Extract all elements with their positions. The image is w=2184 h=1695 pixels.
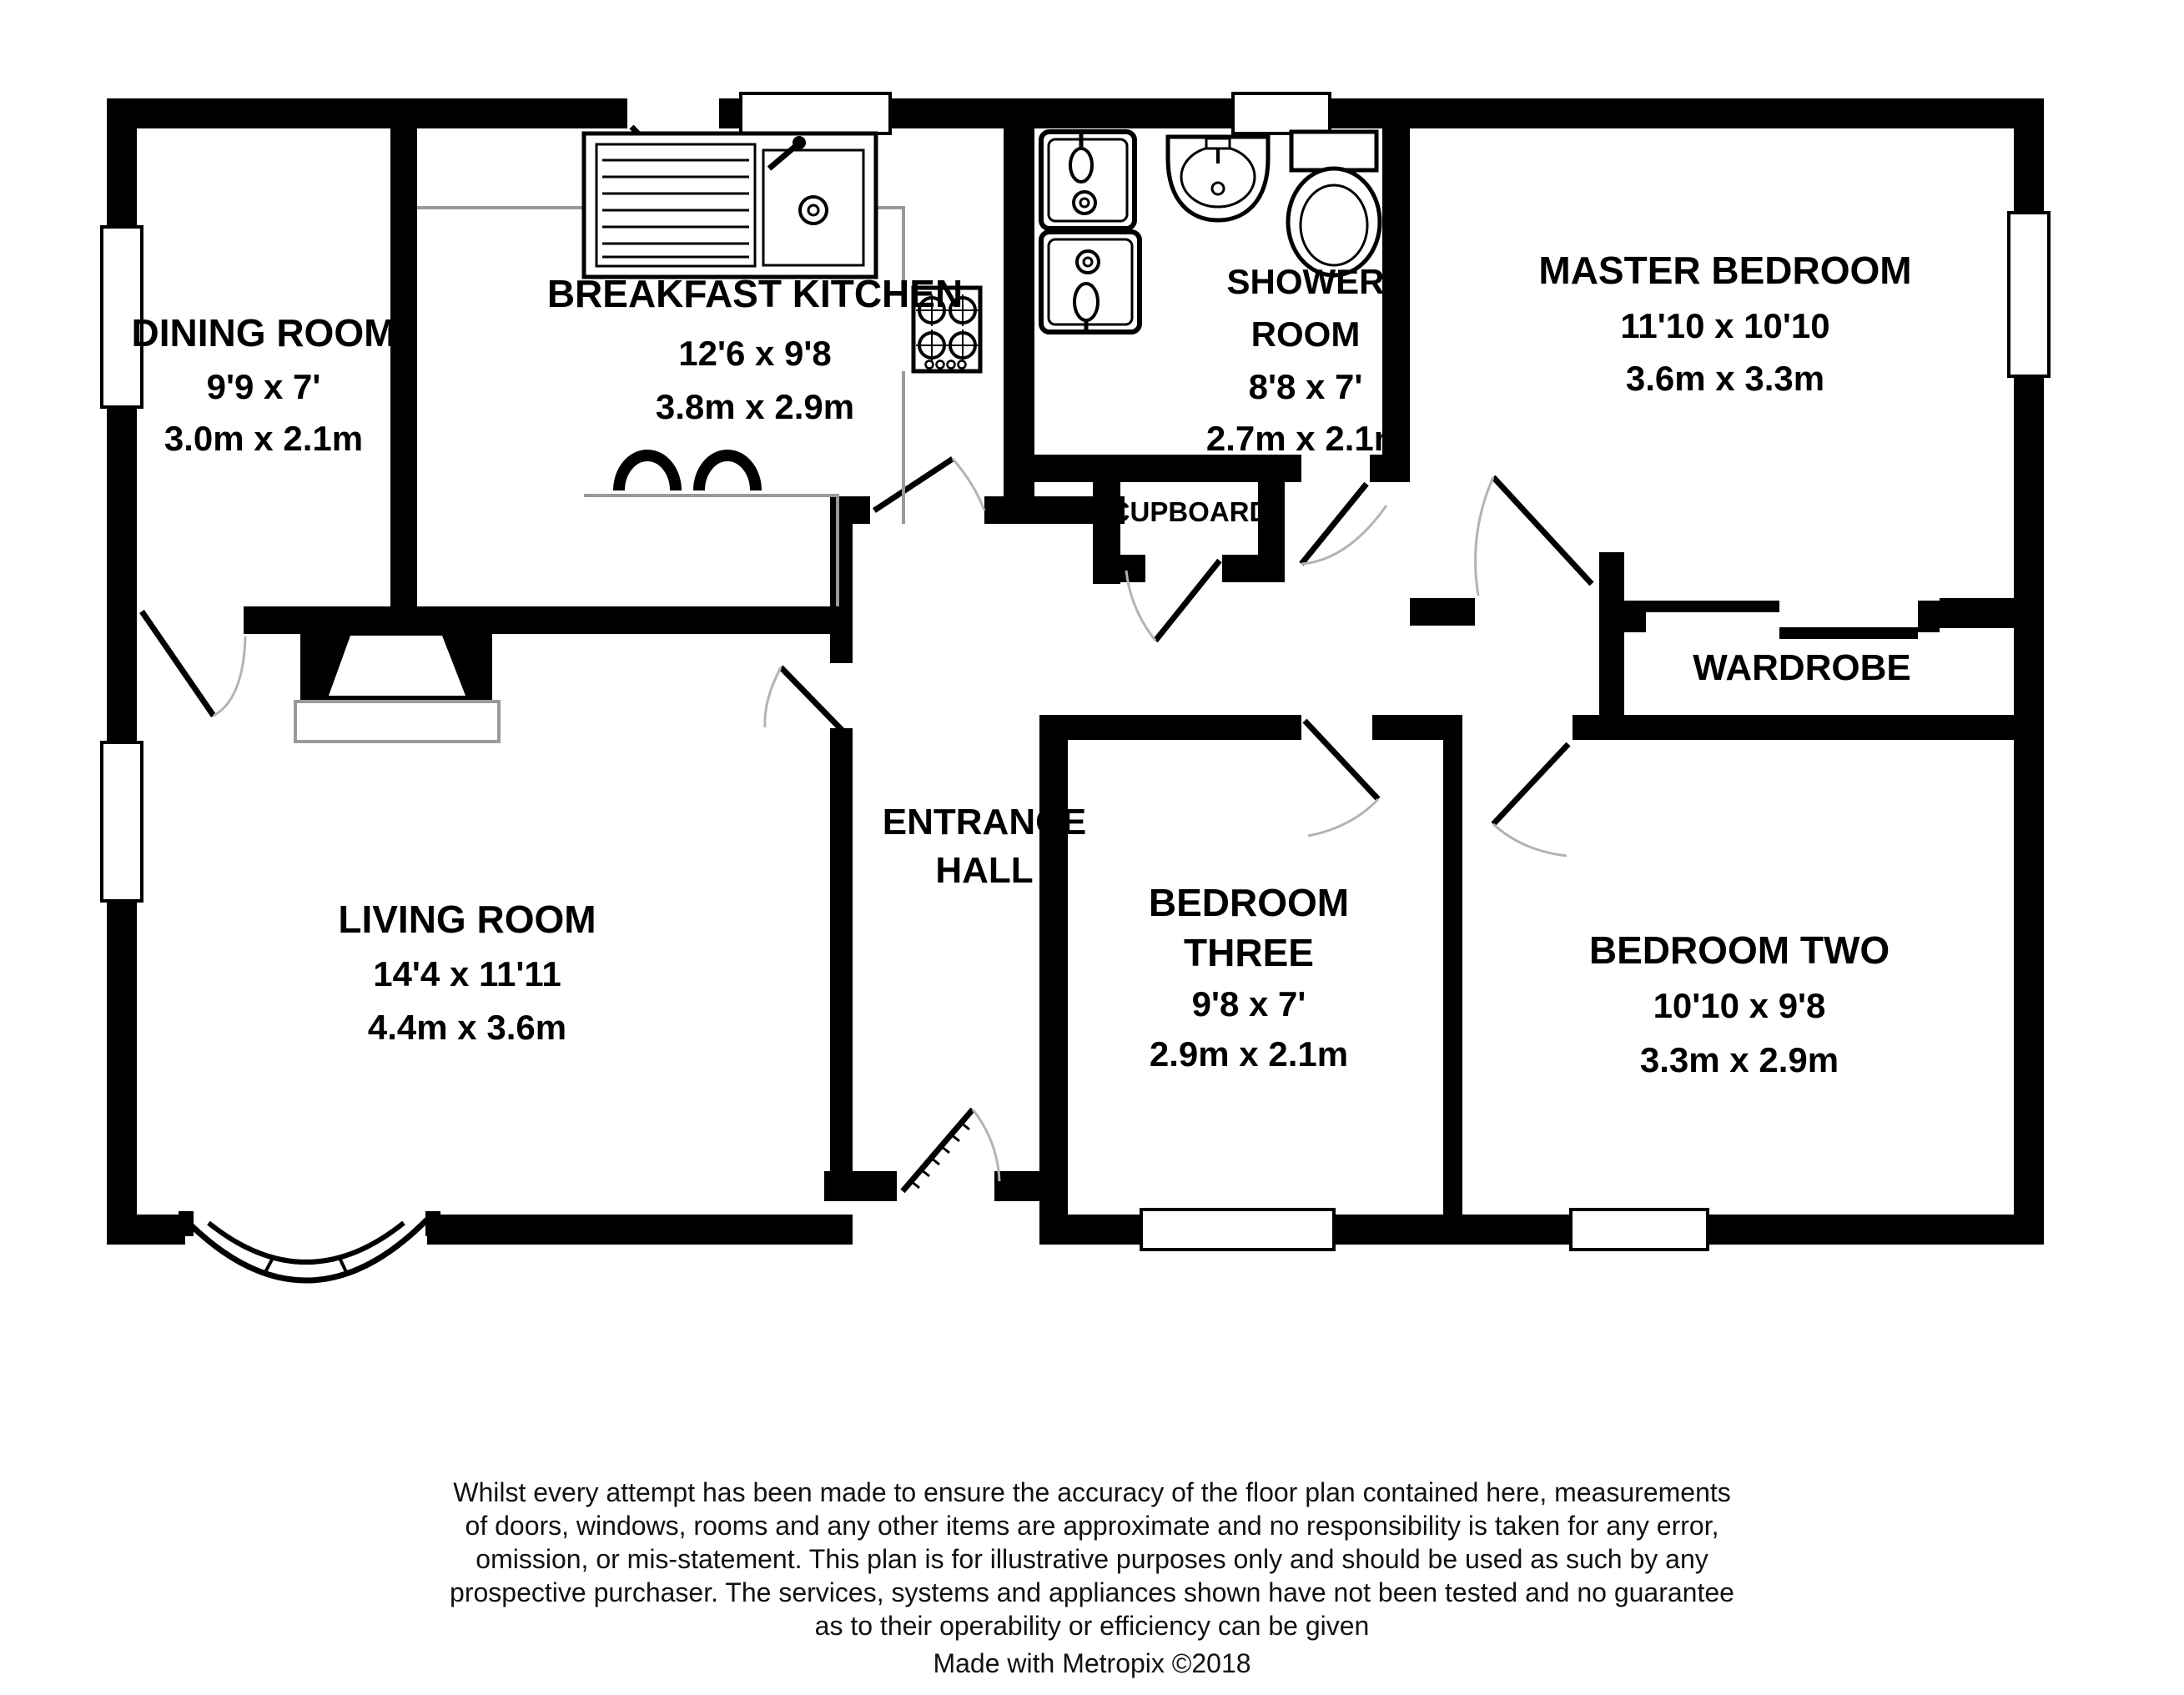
bedroom-three-label-2: THREE: [1184, 931, 1314, 974]
living-room-label: LIVING ROOM: [338, 898, 596, 941]
footer: [450, 1477, 1734, 1678]
living-room-size-metric: 4.4m x 3.6m: [367, 1008, 567, 1047]
shower-room-label-2: ROOM: [1251, 314, 1361, 354]
master-bedroom-label: MASTER BEDROOM: [1538, 249, 1912, 292]
kitchen-to-hall-door: [874, 459, 984, 511]
bedroom-three-label-1: BEDROOM: [1148, 881, 1350, 924]
front-door: [903, 1109, 999, 1191]
shower-room-size-imperial: 8'8 x 7': [1248, 367, 1363, 406]
bedroom-two-label: BEDROOM TWO: [1588, 928, 1890, 972]
disclaimer-line-5: as to their operability or efficiency can be given: [814, 1611, 1370, 1641]
shower-room-size-metric: 2.7m x 2.1m: [1205, 419, 1406, 458]
master-bedroom-size-metric: 3.6m x 3.3m: [1625, 359, 1825, 398]
entrance-hall-label-2: HALL: [935, 850, 1034, 891]
wardrobe-label: WARDROBE: [1693, 647, 1911, 688]
bay-window-icon: [185, 1220, 427, 1280]
disclaimer-line-4: prospective purchaser. The services, systems and appliances shown have not been tested and no guarantee: [450, 1577, 1734, 1607]
living-room-size-imperial: 14'4 x 11'11: [373, 954, 561, 993]
master-bedroom-door: [1476, 477, 1592, 596]
basin-icon: [1168, 137, 1268, 220]
bedroom-three-door: [1305, 721, 1378, 836]
bedroom-two-door: [1493, 744, 1568, 856]
entrance-hall-label-1: ENTRANCE: [882, 802, 1087, 842]
dining-to-living-door: [142, 611, 245, 716]
dining-room-size-imperial: 9'9 x 7': [206, 367, 321, 406]
kitchen-size-metric: 3.8m x 2.9m: [655, 387, 855, 426]
hall-to-living-door: [765, 667, 843, 731]
dining-room-label: DINING ROOM: [131, 311, 396, 355]
shower-room-door: [1301, 484, 1386, 564]
bedroom-three-size-imperial: 9'8 x 7': [1191, 984, 1306, 1024]
kitchen-sink-icon: [584, 133, 876, 277]
bedroom-two-size-imperial: 10'10 x 9'8: [1653, 986, 1826, 1025]
sliding-doors-icon: [1624, 601, 1940, 639]
disclaimer-line-2: of doors, windows, rooms and any other items are approximate and no responsibility is taken for any error,: [465, 1511, 1719, 1541]
disclaimer-line-1: Whilst every attempt has been made to ensure the accuracy of the floor plan contained here, measurements: [453, 1477, 1731, 1507]
master-bedroom-size-imperial: 11'10 x 10'10: [1620, 306, 1830, 345]
disclaimer-line-3: omission, or mis-statement. This plan is for illustrative purposes only and should be used as such by any: [476, 1544, 1708, 1574]
dining-room-size-metric: 3.0m x 2.1m: [164, 419, 364, 458]
credit-line: Made with Metropix ©2018: [933, 1648, 1251, 1678]
living-room-window: [102, 742, 142, 901]
kitchen-label: BREAKFAST KITCHEN: [546, 272, 964, 315]
toilet-icon: [1288, 132, 1380, 275]
shower-tray-icons: [1041, 132, 1140, 334]
kitchen-window: [741, 93, 890, 133]
bedroom-three-size-metric: 2.9m x 2.1m: [1149, 1034, 1349, 1074]
shower-room-window: [1233, 93, 1330, 133]
bedroom-two-window: [1571, 1210, 1708, 1250]
kitchen-size-imperial: 12'6 x 9'8: [678, 334, 832, 373]
breakfast-chairs-icon: [619, 455, 756, 490]
bedroom-two-size-metric: 3.3m x 2.9m: [1639, 1040, 1839, 1079]
bedroom-three-window: [1141, 1210, 1334, 1250]
master-bedroom-window: [2009, 213, 2049, 376]
shower-room-label-1: SHOWER: [1226, 262, 1385, 301]
cupboard-label: CUPBOARD: [1110, 496, 1270, 527]
